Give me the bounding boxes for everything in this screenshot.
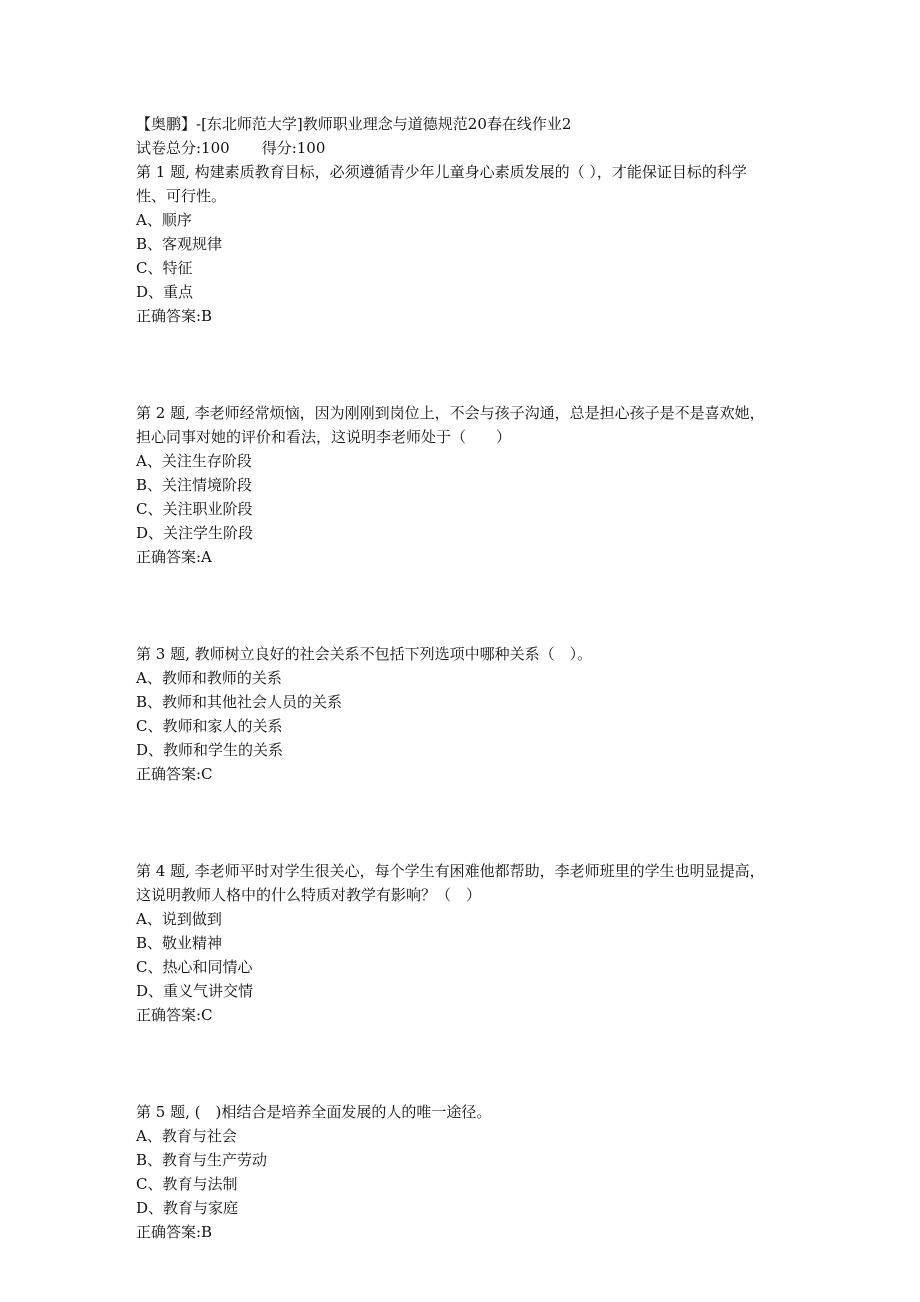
option-d: D、关注学生阶段	[136, 524, 254, 542]
question-spacer	[136, 786, 796, 859]
document-page	[136, 112, 796, 1244]
correct-answer: 正确答案:C	[136, 765, 213, 783]
option-a: A、关注生存阶段	[136, 452, 252, 470]
option-a: A、说到做到	[136, 910, 222, 928]
option-b: B、教师和其他社会人员的关系	[136, 693, 343, 711]
option-c: C、关注职业阶段	[136, 500, 253, 518]
question-stem-line: 第 4 题, 李老师平时对学生很关心，每个学生有困难他都帮助，李老师班里的学生也明显提高，	[136, 862, 765, 880]
question-stem-line: 第 5 题, ( )相结合是培养全面发展的人的唯一途径。	[136, 1103, 492, 1121]
question-stem-line: 第 1 题, 构建素质教育目标，必须遵循青少年儿童身心素质发展的（ ），才能保证目标的科学	[136, 163, 747, 181]
question-3	[136, 642, 796, 786]
option-c: C、教育与法制	[136, 1175, 238, 1193]
correct-answer: 正确答案:B	[136, 307, 213, 325]
score-row	[136, 136, 796, 160]
option-d: D、教育与家庭	[136, 1199, 239, 1217]
option-b: B、客观规律	[136, 235, 223, 253]
total-score: 试卷总分:100	[136, 139, 230, 157]
question-stem-line: 担心同事对她的评价和看法，这说明李老师处于（ ）	[136, 428, 512, 446]
question-stem-line: 这说明教师人格中的什么特质对教学有影响？（ ）	[136, 886, 482, 904]
question-stem-line: 第 3 题, 教师树立良好的社会关系不包括下列选项中哪种关系（ ）。	[136, 645, 593, 663]
option-d: D、教师和学生的关系	[136, 741, 284, 759]
option-a: A、顺序	[136, 211, 192, 229]
question-1	[136, 160, 796, 328]
question-spacer	[136, 328, 796, 401]
obtained-score: 得分:100	[261, 139, 326, 157]
question-stem-line: 性、可行性。	[136, 187, 227, 205]
question-spacer	[136, 569, 796, 642]
option-c: C、教师和家人的关系	[136, 717, 283, 735]
option-b: B、敬业精神	[136, 934, 223, 952]
question-stem-line: 第 2 题, 李老师经常烦恼，因为刚刚到岗位上，不会与孩子沟通，总是担心孩子是不是喜欢她，	[136, 404, 765, 422]
option-a: A、教育与社会	[136, 1127, 237, 1145]
option-c: C、热心和同情心	[136, 958, 253, 976]
option-b: B、关注情境阶段	[136, 476, 253, 494]
option-d: D、重义气讲交情	[136, 982, 254, 1000]
option-c: C、特征	[136, 259, 193, 277]
document-title: 【奥鹏】-[东北师范大学]教师职业理念与道德规范20春在线作业2	[136, 115, 572, 133]
question-5	[136, 1100, 796, 1244]
question-4	[136, 859, 796, 1027]
question-spacer	[136, 1027, 796, 1100]
option-d: D、重点	[136, 283, 194, 301]
option-b: B、教育与生产劳动	[136, 1151, 268, 1169]
correct-answer: 正确答案:A	[136, 548, 212, 566]
question-2	[136, 401, 796, 569]
option-a: A、教师和教师的关系	[136, 669, 282, 687]
correct-answer: 正确答案:B	[136, 1223, 213, 1241]
correct-answer: 正确答案:C	[136, 1006, 213, 1024]
